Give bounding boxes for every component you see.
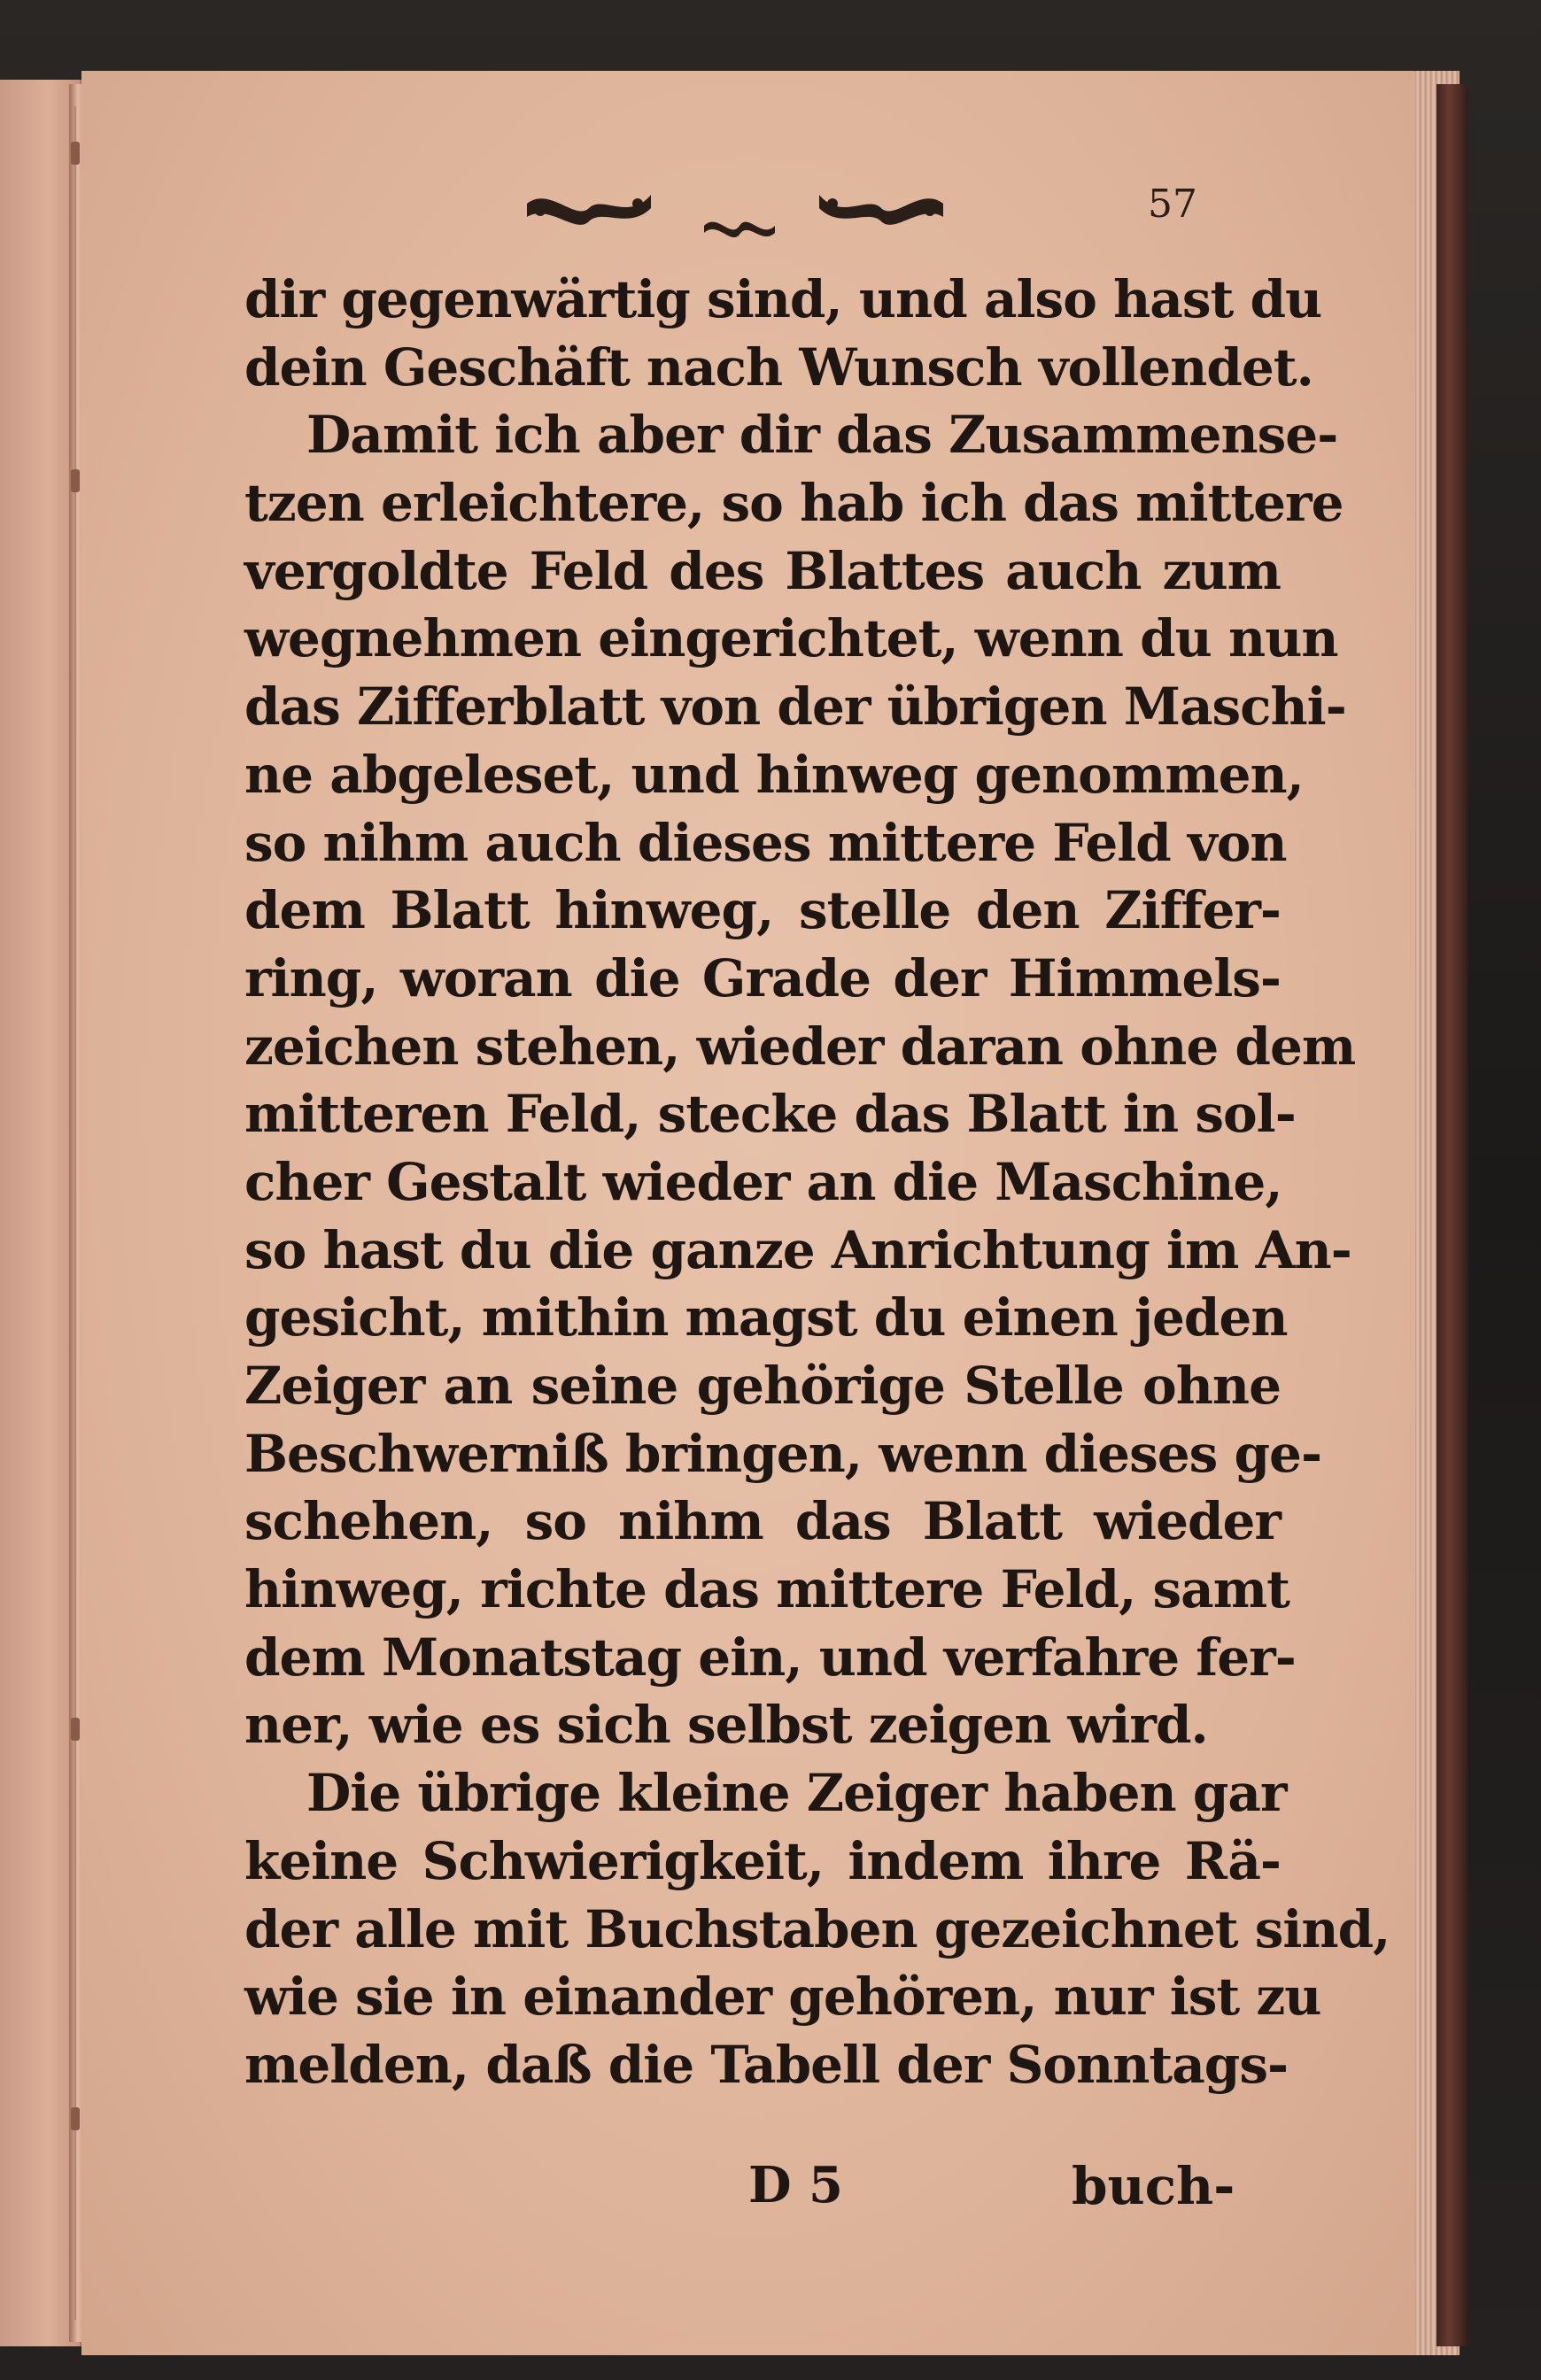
text-line: dein Geschäft nach Wunsch vollendet. [244,336,1313,398]
stitch-mark [71,142,80,165]
signature-mark: D 5 [748,2156,844,2214]
stitch-mark [71,1718,80,1741]
text-line: Damit ich aber dir das Zusammense- [306,405,1338,466]
stitch-mark [71,469,80,492]
ornament-icon [815,177,948,239]
text-line: wie sie in einander gehören, nur ist zu [244,1967,1321,2028]
text-line: dem Blatt hinweg, stelle den Ziffer- [244,880,1281,941]
stitch-mark [71,2107,80,2130]
text-line: der alle mit Buchstaben gezeichnet sind, [244,1898,1390,1959]
text-line: tzen erleichtere, so hab ich das mittere [244,473,1344,534]
text-line: zeichen stehen, wieder daran ohne dem [244,1016,1356,1077]
text-line: so hast du die ganze Anrichtung im An- [244,1219,1351,1280]
text-line: dem Monatstag ein, und verfahre fer- [244,1627,1296,1688]
text-line: schehen, so nihm das Blatt wieder [244,1491,1281,1552]
page-number: 57 [1148,182,1197,227]
text-line: Zeiger an seine gehörige Stelle ohne [244,1356,1281,1416]
text-line: cher Gestalt wieder an die Maschine, [244,1151,1282,1212]
ornament-icon [700,195,779,257]
text-line: vergoldte Feld des Blattes auch zum [244,540,1281,601]
text-line: mitteren Feld, stecke das Blatt in sol- [244,1084,1296,1145]
text-line: das Zifferblatt von der übrigen Maschi- [244,676,1346,738]
text-line: Die übrige kleine Zeiger haben gar [306,1763,1287,1824]
text-line: so nihm auch dieses mittere Feld von [244,812,1287,873]
text-line: wegnehmen eingerichtet, wenn du nun [244,608,1338,669]
ornament-icon [523,177,655,239]
catchword: buch- [1072,2156,1235,2216]
text-line: ne abgeleset, und hinweg genommen, [244,744,1304,805]
text-line: ring, woran die Grade der Himmels- [244,947,1281,1008]
body-text [244,266,1390,2099]
text-line: keine Schwierigkeit, indem ihre Rä- [244,1830,1281,1891]
text-line: ner, wie es sich selbst zeigen wird. [244,1695,1208,1756]
text-line: hinweg, richte das mittere Feld, samt [244,1559,1289,1620]
text-line: Beschwerniß bringen, wenn dieses ge- [244,1423,1322,1484]
binding-thread [74,106,76,2320]
book-cover-edge [1436,84,1468,2346]
text-line: melden, daß die Tabell der Sonntags- [244,2034,1289,2095]
text-line: dir gegenwärtig sind, und also hast du [244,269,1322,329]
text-line: gesicht, mithin magst du einen jeden [244,1287,1288,1348]
